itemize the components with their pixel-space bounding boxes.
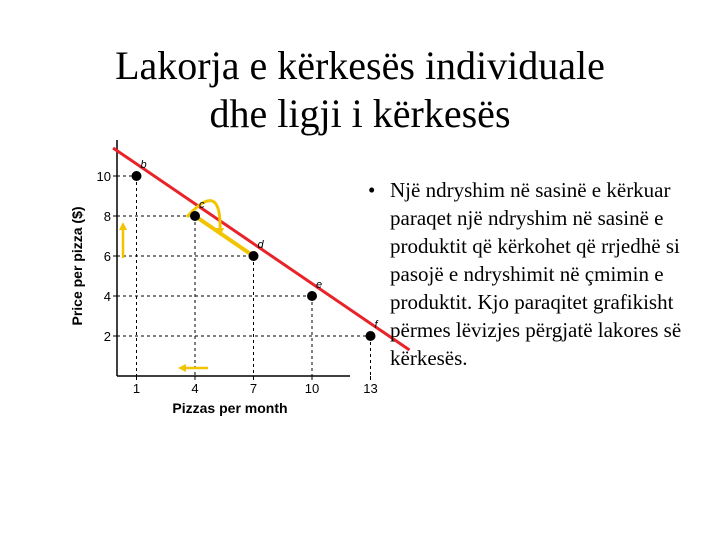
point-label-e: e [316,279,323,291]
y-tick-label-4: 4 [103,289,111,304]
bullet-point [368,176,708,372]
slide-title [60,42,660,138]
point-d [249,251,259,261]
x-tick-label-1: 1 [132,381,141,396]
point-c [190,211,200,221]
point-label-f: f [374,319,378,331]
point-label-b: b [140,159,147,171]
guide-lines [117,176,371,376]
y-tick-label-6: 6 [103,249,111,264]
point-label-c: c [199,199,205,211]
x-tick-label-4: 4 [191,381,199,396]
bullet-marker: • [368,178,376,202]
x-tick-label-10: 10 [304,381,320,396]
x-tick-label-7: 7 [249,381,258,396]
bullet-text: Një ndryshim në sasinë e kërkuar paraqet një ndryshim në sasinë e produktit që kërkohet që rrjedhë si pasojë e ndryshimit në çmimin e produktit. Kjo paraqitet grafikisht përmes lëvizjes përgjatë lakores së kërkesës. [390,178,682,370]
y-tick-label-8: 8 [103,209,111,224]
point-b [132,171,142,181]
y-tick-label-2: 2 [103,329,111,344]
title-line-1: Lakorja e kërkesës individuale [115,43,605,88]
point-e [307,291,317,301]
point-label-d: d [257,239,264,251]
x-tick-label-13: 13 [363,381,378,396]
title-line-2: dhe ligji i kërkesës [209,91,511,136]
y-tick-label-10: 10 [96,169,111,184]
demand-chart [60,140,378,430]
y-axis-title: Price per pizza ($) [69,206,85,326]
x-axis-title: Pizzas per month [172,400,288,416]
